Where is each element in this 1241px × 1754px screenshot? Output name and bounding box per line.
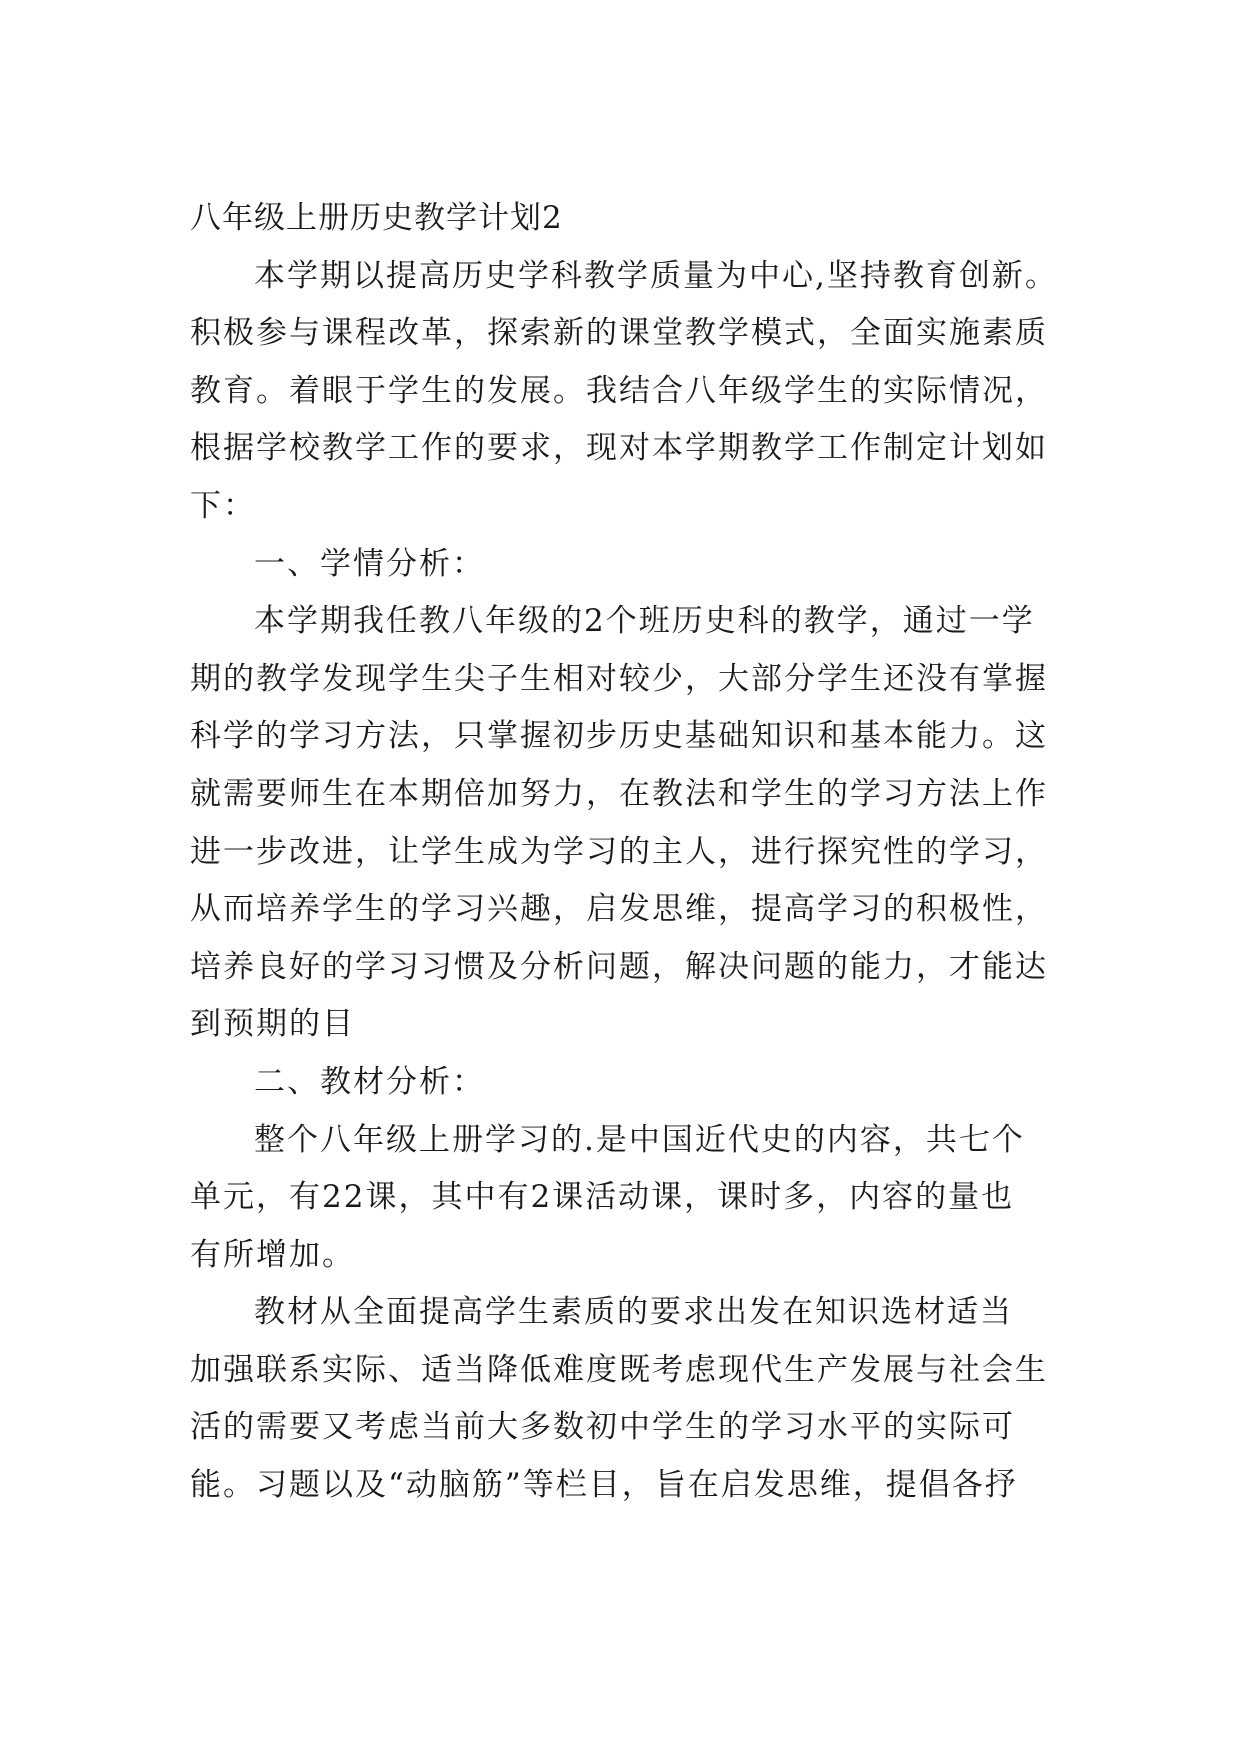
paragraph-line: 单元，有22课，其中有2课活动课，课时多，内容的量也 [190, 1179, 1015, 1216]
paragraph [190, 1112, 1090, 1285]
paragraph [190, 248, 1090, 536]
paragraph-line: 下： [190, 487, 256, 524]
paragraph-line: 能。习题以及“动脑筋”等栏目，旨在启发思维，提倡各抒 [190, 1467, 1018, 1504]
paragraph-line: 活的需要又考虑当前大多数初中学生的学习水平的实际可 [190, 1409, 1015, 1446]
paragraph [190, 536, 1090, 594]
paragraph-line: 加强联系实际、适当降低难度既考虑现代生产发展与社会生 [190, 1351, 1048, 1388]
paragraph-line: 到预期的目 [190, 1006, 355, 1043]
paragraph-line: 积极参与课程改革，探索新的课堂教学模式，全面实施素质 [190, 315, 1048, 352]
paragraph-line: 一、学情分析： [254, 545, 485, 582]
paragraph-line: 有所增加。 [190, 1236, 355, 1273]
paragraph [190, 1284, 1090, 1514]
paragraph [190, 593, 1090, 1054]
paragraph-line: 根据学校教学工作的要求，现对本学期教学工作制定计划如 [190, 430, 1048, 467]
paragraph-line: 从而培养学生的学习兴趣，启发思维，提高学习的积极性， [190, 891, 1048, 928]
paragraph-line: 就需要师生在本期倍加努力，在教法和学生的学习方法上作 [190, 775, 1048, 812]
paragraph-line: 培养良好的学习习惯及分析问题，解决问题的能力，才能达 [190, 948, 1048, 985]
paragraph-list [190, 248, 1090, 1515]
paragraph-line: 二、教材分析： [254, 1063, 485, 1100]
document-title: 八年级上册历史教学计划2 [190, 200, 563, 236]
paragraph-line: 科学的学习方法，只掌握初步历史基础知识和基本能力。这 [190, 718, 1048, 755]
paragraph-line: 进一步改进，让学生成为学习的主人，进行探究性的学习， [190, 833, 1048, 870]
document-body [190, 190, 1090, 1515]
paragraph-line: 本学期以提高历史学科教学质量为中心,坚持教育创新。 [254, 257, 1058, 294]
paragraph-line: 教材从全面提高学生素质的要求出发在知识选材适当 [254, 1294, 1013, 1331]
paragraph [190, 1054, 1090, 1112]
paragraph-line: 教育。着眼于学生的发展。我结合八年级学生的实际情况， [190, 372, 1048, 409]
paragraph-line: 整个八年级上册学习的.是中国近代史的内容，共七个 [254, 1121, 1025, 1158]
paragraph-line: 本学期我任教八年级的2个班历史科的教学，通过一学 [254, 603, 1035, 640]
paragraph-line: 期的教学发现学生尖子生相对较少，大部分学生还没有掌握 [190, 660, 1048, 697]
